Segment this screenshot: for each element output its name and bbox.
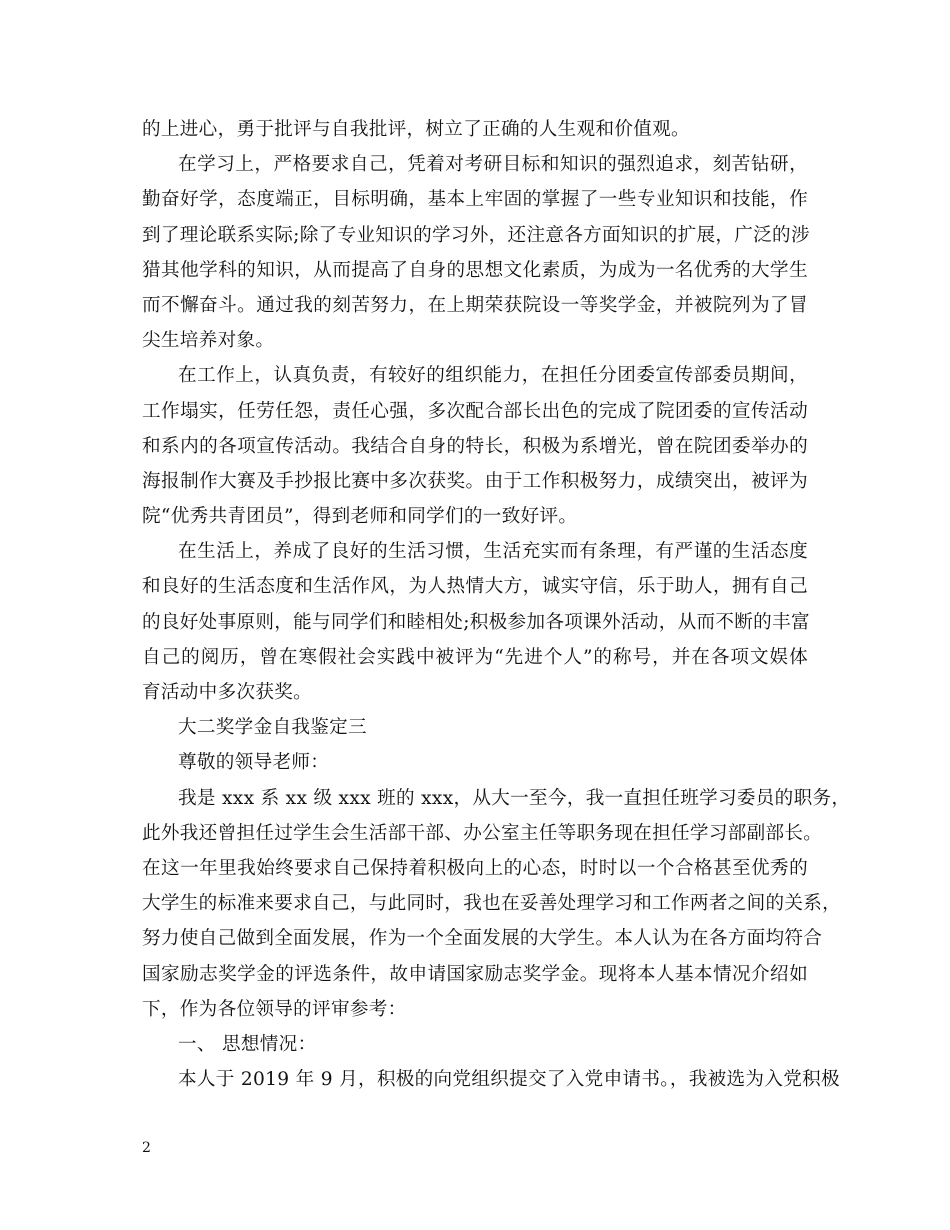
text-line: 在这一年里我始终要求自己保持着积极向上的心态，时时以一个合格甚至优秀的 [142,857,808,879]
text-line: 到了理论联系实际;除了专业知识的学习外，还注意各方面知识的扩展，广泛的涉 [142,224,810,246]
text-line: 猎其他学科的知识，从而提高了自身的思想文化素质，为成为一名优秀的大学生 [142,259,808,281]
text-line: 国家励志奖学金的评选条件，故申请国家励志奖学金。现将本人基本情况介绍如 [142,963,808,985]
text-line: 育活动中多次获奖。 [142,682,313,703]
text-line: 尊敬的领导老师： [178,752,330,774]
text-line: 下，作为各位领导的评审参考： [142,998,407,1020]
document-body [142,112,851,1097]
text-line: 的良好处事原则，能与同学们和睦相处;积极参加各项课外活动，从而不断的丰富 [142,611,810,633]
text-line: 我是 xxx 系 xx 级 xxx 班的 xxx，从大一至今，我一直担任班学习委员的职务， [178,787,851,809]
text-line: 在工作上，认真负责，有较好的组织能力，在担任分团委宣传部委员期间， [178,365,808,387]
text-line: 勤奋好学，态度端正，目标明确，基本上牢固的掌握了一些专业知识和技能，作 [142,189,808,211]
text-line: 工作塌实，任劳任怨，责任心强，多次配合部长出色的完成了院团委的宣传活动 [142,400,808,422]
text-line: 尖生培养对象。 [142,330,275,352]
text-line: 自己的阅历，曾在寒假社会实践中被评为“先进个人”的称号，并在各项文娱体 [142,646,808,668]
page-number: 2 [142,1140,151,1156]
text-line: 在学习上，严格要求自己，凭着对考研目标和知识的强烈追求，刻苦钻研， [178,154,808,176]
text-line: 而不懈奋斗。通过我的刻苦努力，在上期荣获院设一等奖学金，并被院列为了冒 [142,294,808,316]
text-line: 大学生的标准来要求自己，与此同时，我也在妥善处理学习和工作两者之间的关系， [142,893,842,915]
text-line: 的上进心，勇于批评与自我批评，树立了正确的人生观和价值观。 [142,119,690,140]
text-line: 一、 思想情况： [178,1033,317,1055]
text-line: 海报制作大赛及手抄报比赛中多次获奖。由于工作积极努力，成绩突出，被评为 [142,470,808,492]
text-line: 和系内的各项宣传活动。我结合自身的特长，积极为系增光，曾在院团委举办的 [142,435,808,457]
text-line: 在生活上，养成了良好的生活习惯，生活充实而有条理，有严谨的生活态度 [178,541,808,563]
text-line: 和良好的生活态度和生活作风，为人热情大方，诚实守信，乐于助人，拥有自己 [142,576,808,598]
text-line: 此外我还曾担任过学生会生活部干部、办公室主任等职务现在担任学习部副部长。 [142,822,823,844]
text-line: 努力使自己做到全面发展，作为一个全面发展的大学生。本人认为在各方面均符合 [142,928,823,950]
text-line: 大二奖学金自我鉴定三 [178,717,367,739]
text-line: 院“优秀共青团员”，得到老师和同学们的一致好评。 [142,506,578,528]
text-line: 本人于 2019 年 9 月，积极的向党组织提交了入党申请书。，我被选为入党积极 [178,1069,840,1091]
